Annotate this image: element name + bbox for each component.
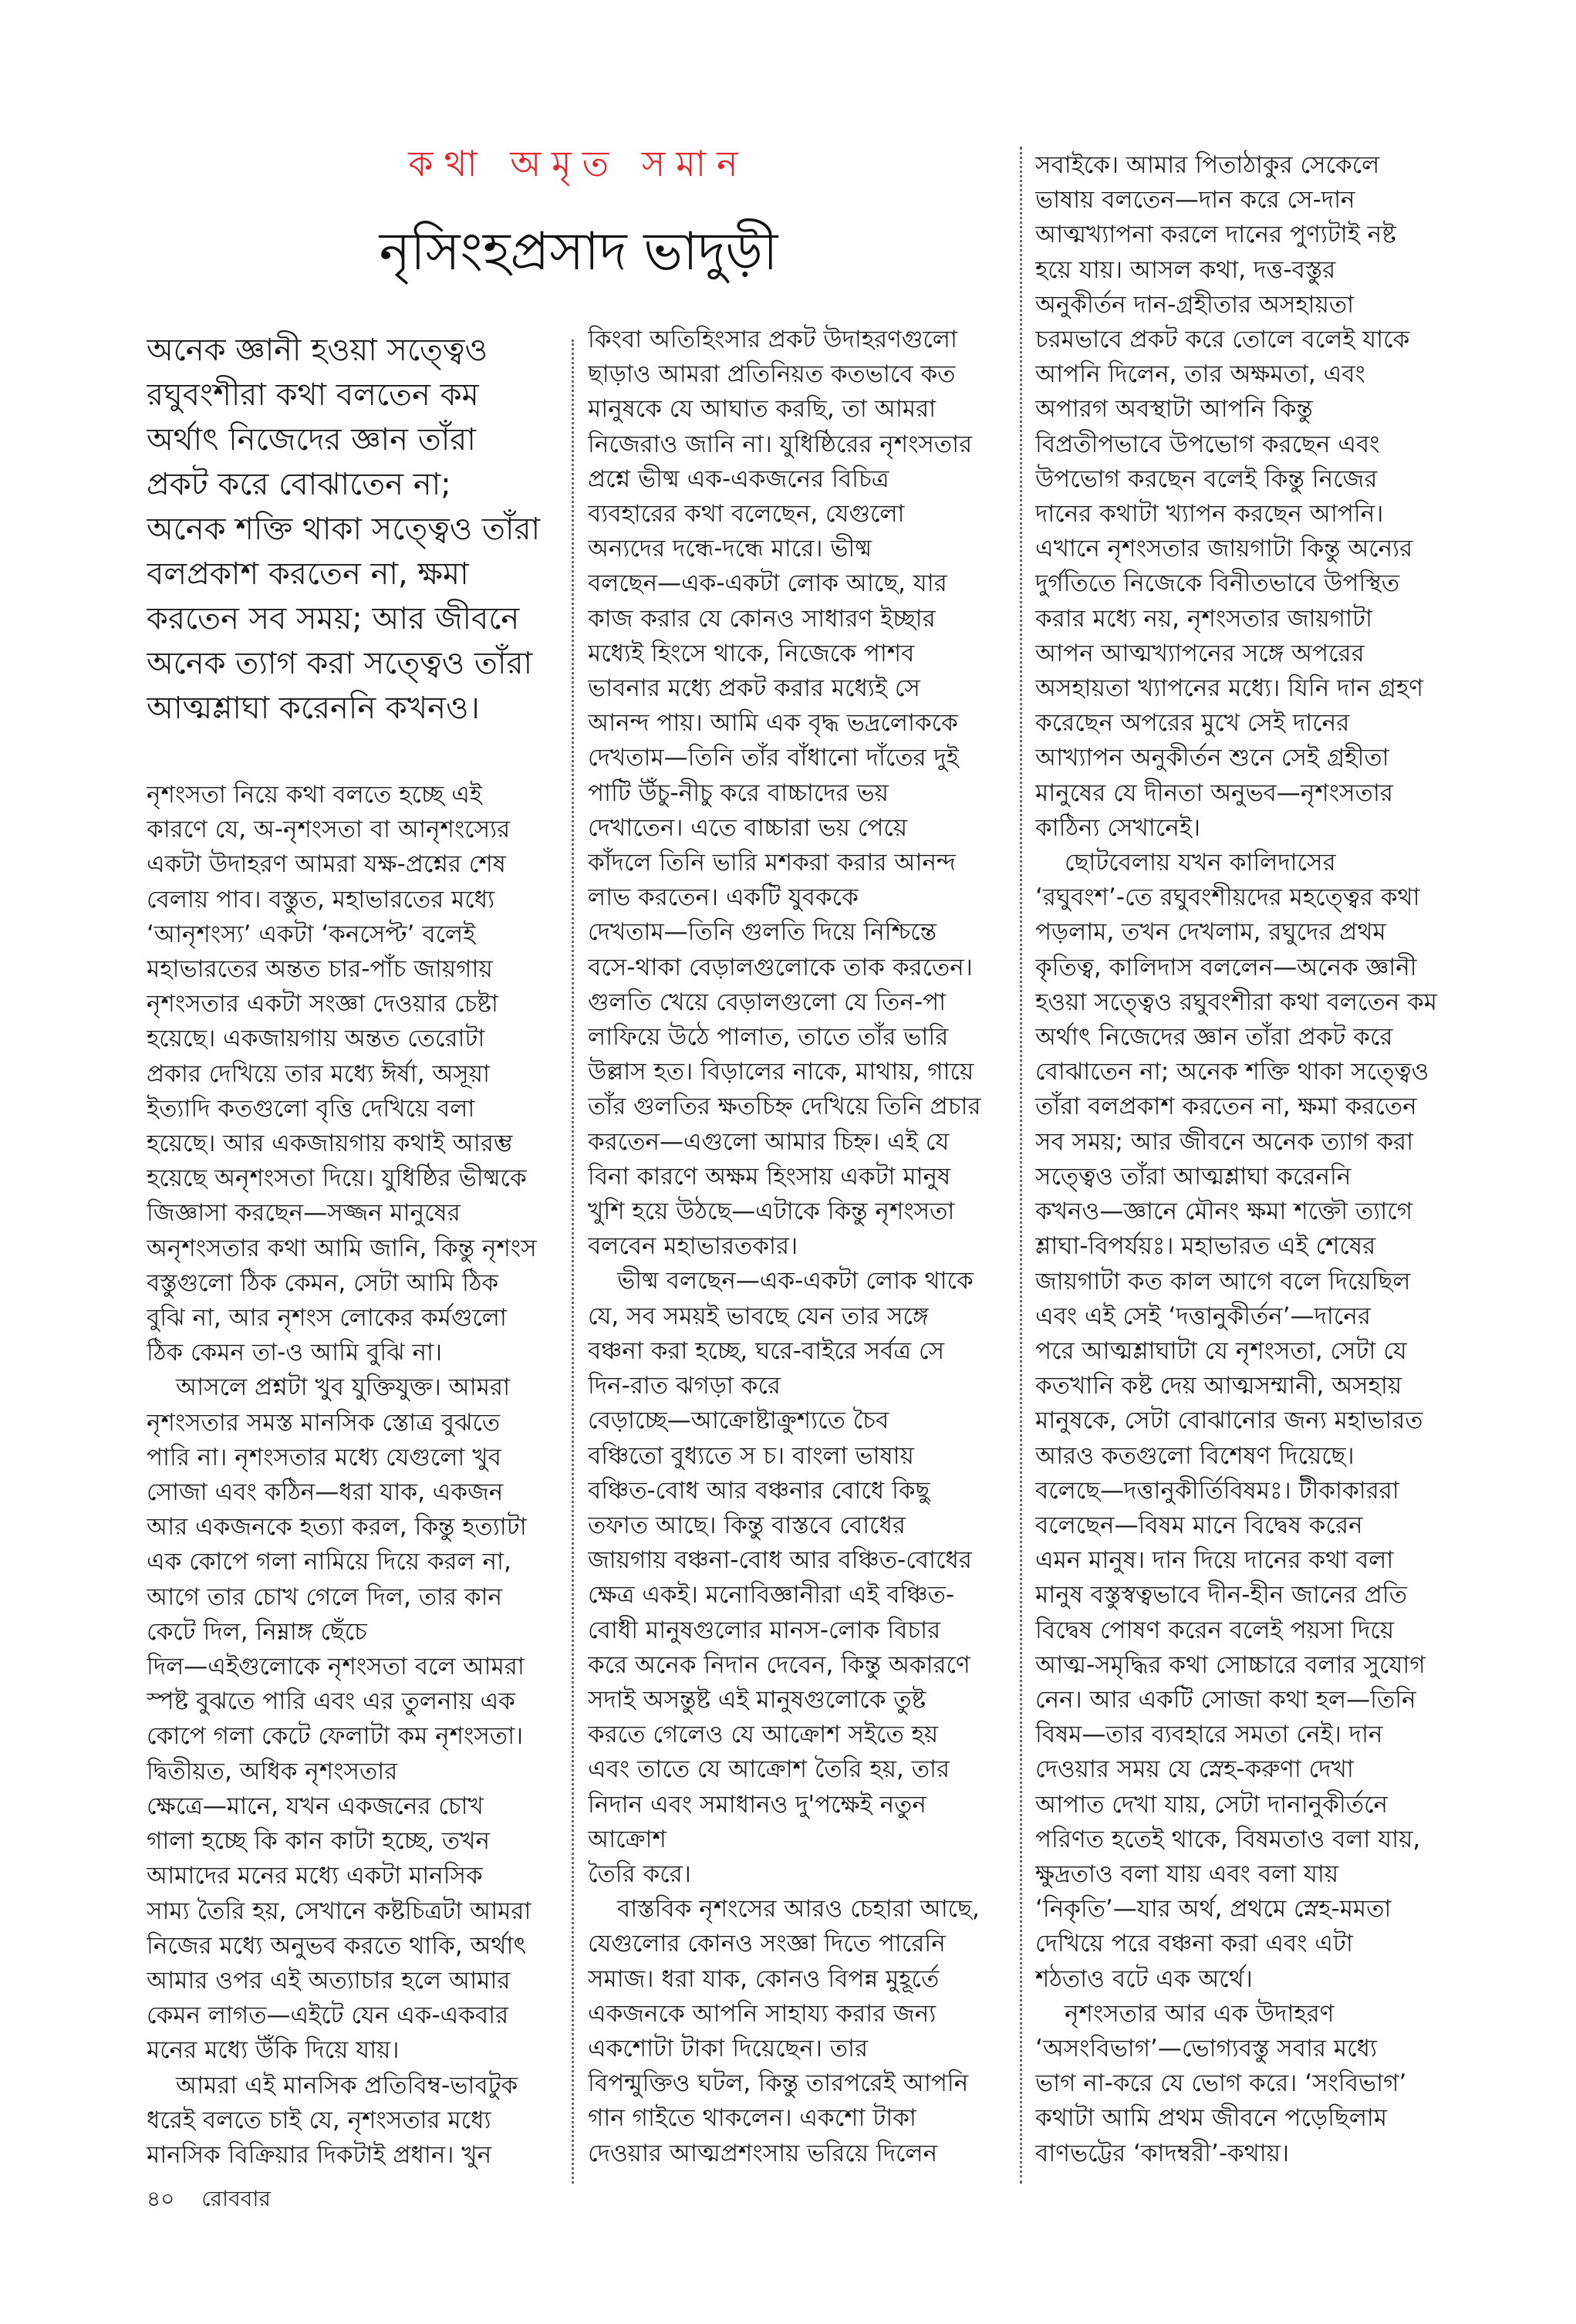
text-line: মধ্যেই হিংসে থাকে, নিজেকে পাশব <box>588 639 915 667</box>
paragraph <box>147 2069 555 2174</box>
text-line: আত্ম-সমৃদ্ধির কথা সোচ্চারে বলার সুযোগ <box>1035 1650 1426 1679</box>
text-line: জিজ্ঞাসা করছেন—সজ্জন মানুষের <box>147 1199 461 1228</box>
column-divider <box>1020 147 1022 2184</box>
text-line: নেন। আর একটি সোজা কথা হল—তিনি <box>1035 1685 1416 1714</box>
text-line: হয়েছে অনৃশংসতা দিয়ে। যুধিষ্ঠির ভীষ্মকে <box>147 1164 527 1193</box>
pull-quote-line: অনেক জ্ঞানী হওয়া সত্ত্বেও <box>147 333 488 368</box>
text-line: অপারগ অবস্থাটা আপনি কিন্তু <box>1035 395 1313 424</box>
pull-quote-line: রঘুবংশীরা কথা বলতেন কম <box>147 377 479 413</box>
text-line: তাঁর গুলতির ক্ষতচিহ্ন দেখিয়ে তিনি প্রচার <box>588 1093 981 1121</box>
text-line: কেটে দিল, নিম্নাঙ্গ ছেঁচে <box>147 1617 367 1646</box>
text-line: পাটি উঁচু-নীচু করে বাচ্চাদের ভয় <box>588 779 889 807</box>
text-line: উপভোগ করছেন বলেই কিন্তু নিজের <box>1035 464 1378 493</box>
text-line: বিষম—তার ব্যবহারে সমতা নেই। দান <box>1035 1721 1383 1749</box>
text-line: কাঠিন্য সেখানেই। <box>1035 813 1201 842</box>
text-line: এখানে নৃশংসতার জায়গাটা কিন্তু অন্যের <box>1035 535 1413 563</box>
text-line: নৃশংসতার সমস্ত মানসিক স্তোত্র বুঝতে <box>147 1408 501 1437</box>
pull-quote-line: আত্মশ্লাঘা করেননি কখনও। <box>147 691 480 726</box>
text-line: গালা হচ্ছে কি কান কাটা হচ্ছে, তখন <box>147 1827 490 1856</box>
page-footer <box>147 2185 291 2213</box>
paragraph <box>588 1264 989 1892</box>
article-column-2 <box>588 323 989 2171</box>
text-line: করতে গেলেও যে আক্রোশ সইতে হয় <box>588 1721 939 1749</box>
pull-quote-line: অনেক শক্তি থাকা সত্ত্বেও তাঁরা <box>147 512 541 547</box>
text-line: আক্রোশ <box>588 1825 667 1853</box>
paragraph <box>147 1370 555 2068</box>
text-line: বেলায় পাব। বস্তুত, মহাভারতের মধ্যে <box>147 885 495 914</box>
pull-quote-line: প্রকট করে বোঝাতেন না; <box>147 467 451 502</box>
text-line: সব সময়; আর জীবনে অনেক ত্যাগ করা <box>1035 1127 1414 1156</box>
text-line: মানুষকে যে আঘাত করছি, তা আমরা <box>588 395 936 424</box>
text-line: কখনও—জ্ঞানে মৌনং ক্ষমা শক্তৌ ত্যাগে <box>1035 1197 1413 1226</box>
text-line: আপনি দিলেন, তার অক্ষমতা, এবং <box>1035 360 1365 389</box>
text-line: দ্বিতীয়ত, অধিক নৃশংসতার <box>147 1757 398 1785</box>
text-line: আনন্দ পায়। আমি এক বৃদ্ধ ভদ্রলোককে <box>588 709 958 738</box>
text-line: তফাত আছে। কিন্তু বাস্তবে বোধের <box>588 1511 906 1539</box>
text-line: দিন-রাত ঝগড়া করে <box>588 1372 781 1400</box>
text-line: জায়গাটা কত কাল আগে বলে দিয়েছিল <box>1035 1267 1411 1295</box>
text-line: সবাইকে। আমার পিতাঠাকুর সেকেলে <box>1035 151 1380 179</box>
text-line: ছাড়াও আমরা প্রতিনিয়ত কতভাবে কত <box>588 360 956 389</box>
text-line: আখ্যাপন অনুকীর্তন শুনে সেই গ্রহীতা <box>1035 744 1389 772</box>
text-line: বাস্তবিক নৃশংসের আরও চেহারা আছে, <box>617 1895 980 1924</box>
text-line: আর একজনকে হত্যা করল, কিন্তু হত্যাটা <box>147 1513 527 1542</box>
text-line: তৈরি করে। <box>588 1860 691 1888</box>
text-line: আমার ওপর এই অত্যাচার হলে আমার <box>147 1966 511 1995</box>
text-line: সত্ত্বেও তাঁরা আত্মশ্লাঘা করেননি <box>1035 1162 1352 1191</box>
text-line: হওয়া সত্ত্বেও রঘুবংশীরা কথা বলতেন কম <box>1035 988 1437 1016</box>
column-divider <box>572 339 574 2184</box>
text-line: বুঝি না, আর নৃশংস লোকের কর্মগুলো <box>147 1304 507 1333</box>
text-line: আমরা এই মানসিক প্রতিবিম্ব-ভাবটুক <box>176 2071 518 2099</box>
text-line: বোঝাতেন না; অনেক শক্তি থাকা সত্ত্বেও <box>1035 1058 1429 1086</box>
text-line: সোজা এবং কঠিন—ধরা যাক, একজন <box>147 1478 504 1507</box>
text-line: একজনকে আপনি সাহায্য করার জন্য <box>588 1999 936 2028</box>
paragraph <box>1035 846 1444 1997</box>
text-line: খুশি হয়ে উঠছে—এটাকে কিন্তু নৃশংসতা <box>588 1197 955 1226</box>
article-column-3 <box>1035 148 1444 2171</box>
paragraph <box>1035 148 1444 846</box>
text-line: পারি না। নৃশংসতার মধ্যে যেগুলো খুব <box>147 1443 501 1471</box>
text-line: লাভ করতেন। একটি যুবককে <box>588 883 859 912</box>
text-line: বস্তুগুলো ঠিক কেমন, সেটা আমি ঠিক <box>147 1268 499 1297</box>
text-line: কতখানি কষ্ট দেয় আত্মসম্মানী, অসহায় <box>1035 1372 1402 1400</box>
text-line: স্পষ্ট বুঝতে পারি এবং এর তুলনায় এক <box>147 1687 515 1716</box>
text-line: এমন মানুষ। দান দিয়ে দানের কথা বলা <box>1035 1546 1394 1575</box>
text-line: ধরেই বলতে চাই যে, নৃশংসতার মধ্যে <box>147 2106 491 2134</box>
text-line: বঞ্চিতো বুধ্যতে স চ। বাংলা ভাষায় <box>588 1441 914 1470</box>
text-line: নৃশংসতা নিয়ে কথা বলতে হচ্ছে এই <box>147 781 482 809</box>
text-line: শ্লাঘা-বিপর্যয়ঃ। মহাভারত এই শেষের <box>1035 1232 1376 1261</box>
text-line: নিজেরাও জানি না। যুধিষ্ঠিরের নৃশংসতার <box>588 430 973 458</box>
text-line: মানুষের যে দীনতা অনুভব—নৃশংসতার <box>1035 779 1393 807</box>
text-line: বলছেন—এক-একটা লোক আছে, যার <box>588 569 947 598</box>
text-line: ক্ষুদ্রতাও বলা যায় এবং বলা যায় <box>1035 1860 1339 1888</box>
text-line: নৃশংসতার একটা সংজ্ঞা দেওয়ার চেষ্টা <box>147 990 498 1018</box>
text-line: করতেন—এগুলো আমার চিহ্ন। এই যে <box>588 1127 950 1156</box>
text-line: বসে-থাকা বেড়ালগুলোকে তাক করতেন। <box>588 953 973 981</box>
text-line: অর্থাৎ নিজেদের জ্ঞান তাঁরা প্রকট করে <box>1035 1023 1393 1052</box>
text-line: নৃশংসতার আর এক উদাহরণ <box>1065 1999 1335 2028</box>
text-line: পরিণত হতেই থাকে, বিষমতাও বলা যায়, <box>1035 1825 1421 1853</box>
text-line: ক্ষেত্রে—মানে, যখন একজনের চোখ <box>147 1792 484 1820</box>
text-line: উল্লাস হত। বিড়ালের নাকে, মাথায়, গায়ে <box>588 1058 974 1086</box>
text-line: আসলে প্রশ্নটা খুব যুক্তিযুক্ত। আমরা <box>176 1373 511 1402</box>
text-line: বিপন্মুক্তিও ঘটল, কিন্তু তারপরেই আপনি <box>588 2069 969 2098</box>
pull-quote-line: অনেক ত্যাগ করা সত্ত্বেও তাঁরা <box>147 646 533 681</box>
text-line: গুলতি খেয়ে বেড়ালগুলো যে তিন-পা <box>588 988 947 1016</box>
text-line: দেখাতেন। এতে বাচ্চারা ভয় পেয়ে <box>588 813 908 842</box>
text-line: ‘নিকৃতি’—যার অর্থ, প্রথমে স্নেহ-মমতা <box>1035 1895 1392 1924</box>
text-line: ইত্যাদি কতগুলো বৃত্তি দেখিয়ে বলা <box>147 1094 475 1123</box>
text-line: বিনা কারণে অক্ষম হিংসায় একটা মানুষ <box>588 1162 951 1191</box>
text-line: কথাটা আমি প্রথম জীবনে পড়েছিলাম <box>1035 2104 1388 2133</box>
text-line: অন্যদের দন্ধে-দন্ধে মারে। ভীষ্ম <box>588 535 872 563</box>
text-line: কাজ করার যে কোনও সাধারণ ইচ্ছার <box>588 604 936 633</box>
text-line: হয়ে যায়। আসল কথা, দত্ত-বস্তুর <box>1035 255 1336 284</box>
text-line: ক্ষেত্র একই। মনোবিজ্ঞানীরা এই বঞ্চিত- <box>588 1581 955 1610</box>
text-line: দেওয়ার সময় যে স্নেহ-করুণা দেখা <box>1035 1755 1354 1784</box>
text-line: ভাষায় বলতেন—দান করে সে-দান <box>1035 186 1355 214</box>
text-line: আপাত দেখা যায়, সেটা দানানুকীর্তনে <box>1035 1790 1389 1819</box>
text-line: দেওয়ার আত্মপ্রশংসায় ভরিয়ে দিলেন <box>588 2139 938 2167</box>
text-line: বেড়াচ্ছে—আক্রোষ্টাক্রুশ্যতে চৈব <box>588 1407 889 1435</box>
text-line: করেছেন অপরের মুখে সেই দানের <box>1035 709 1350 738</box>
text-line: হয়েছে। আর একজায়গায় কথাই আরম্ভ <box>147 1130 513 1158</box>
text-line: অনৃশংসতার কথা আমি জানি, কিন্তু নৃশংস <box>147 1234 537 1262</box>
text-line: দেখিয়ে পরে বঞ্চনা করা এবং এটা <box>1035 1930 1353 1958</box>
text-line: পরে আত্মশ্লাঘাটা যে নৃশংসতা, সেটা যে <box>1035 1336 1407 1365</box>
text-line: এবং তাতে যে আক্রোশ তৈরি হয়, তার <box>588 1755 950 1784</box>
magazine-name: রোববার <box>201 2186 271 2211</box>
page-number: ৪০ <box>147 2186 175 2211</box>
pull-quote <box>147 328 548 731</box>
text-line: কাঁদলে তিনি ভারি মশকরা করার আনন্দ <box>588 849 956 877</box>
pull-quote-line: বলপ্রকাশ করতেন না, ক্ষমা <box>147 556 469 592</box>
paragraph <box>147 778 555 1370</box>
text-line: বোধী মানুষগুলোর মানস-লোক বিচার <box>588 1616 941 1644</box>
text-line: এক কোপে গলা নামিয়ে দিয়ে করল না, <box>147 1548 511 1576</box>
text-line: মহাভারতের অন্তত চার-পাঁচ জায়গায় <box>147 955 493 984</box>
text-line: কোপে গলা কেটে ফেলাটা কম নৃশংসতা। <box>147 1722 524 1751</box>
text-line: বলেছে—দত্তানুকীর্তিবিষমঃ। টীকাকাররা <box>1035 1476 1399 1505</box>
text-line: ভাবনার মধ্যে প্রকট করার মধ্যেই সে <box>588 674 920 703</box>
pull-quote-line: অর্থাৎ নিজেদের জ্ঞান তাঁরা <box>147 422 476 458</box>
text-line: মানুষকে, সেটা বোঝানোর জন্য মহাভারত <box>1035 1407 1423 1435</box>
text-line: দিল—এইগুলোকে নৃশংসতা বলে আমরা <box>147 1653 525 1681</box>
text-line: দানের কথাটা খ্যাপন করছেন আপনি। <box>1035 500 1384 529</box>
text-line: অনুকীর্তন দান-গ্রহীতার অসহায়তা <box>1035 290 1355 319</box>
text-line: কারণে যে, অ-নৃশংসতা বা আনৃশংস্যের <box>147 816 511 844</box>
text-line: আমাদের মনের মধ্যে একটা মানসিক <box>147 1862 483 1890</box>
text-line: একটা উদাহরণ আমরা যক্ষ-প্রশ্নের শেষ <box>147 850 506 879</box>
text-line: ব্যবহারের কথা বলেছেন, যেগুলো <box>588 500 905 529</box>
text-line: দেখতাম—তিনি তাঁর বাঁধানো দাঁতের দুই <box>588 744 959 772</box>
text-line: আপন আত্মখ্যাপনের সঙ্গে অপরের <box>1035 639 1365 667</box>
text-line: ভাগ না-করে যে ভোগ করে। ‘সংবিভাগ’ <box>1035 2069 1407 2098</box>
text-line: পড়লাম, তখন দেখলাম, রঘুদের প্রথম <box>1035 918 1386 947</box>
text-line: অসহায়তা খ্যাপনের মধ্যে। যিনি দান গ্রহণ <box>1035 674 1424 703</box>
text-line: বলবেন মহাভারতকার। <box>588 1232 798 1261</box>
text-line: কেমন লাগত—এইটে যেন এক-একবার <box>147 2001 509 2030</box>
text-line: চরমভাবে প্রকট করে তোলে বলেই যাকে <box>1035 326 1410 354</box>
author-name: নৃসিংহপ্রসাদ ভাদুড়ী <box>379 221 778 282</box>
text-line: কিংবা অতিহিংসার প্রকট উদাহরণগুলো <box>588 326 957 353</box>
text-line: করার মধ্যে নয়, নৃশংসতার জায়গাটা <box>1035 604 1372 633</box>
text-line: নিজের মধ্যে অনুভব করতে থাকি, অর্থাৎ <box>147 1931 527 1960</box>
text-line: বাণভট্টের ‘কাদম্বরী’-কথায়। <box>1035 2139 1290 2167</box>
text-line: দেখতাম—তিনি গুলতি দিয়ে নিশ্চিন্তে <box>588 918 936 947</box>
text-line: মানসিক বিক্রিয়ার দিকটাই প্রধান। খুন <box>147 2140 492 2169</box>
text-line: লাফিয়ে উঠে পালাত, তাতে তাঁর ভারি <box>588 1023 949 1052</box>
text-line: কৃতিত্ব, কালিদাস বললেন—অনেক জ্ঞানী <box>1035 953 1417 981</box>
text-line: দুর্গতিতে নিজেকে বিনীতভাবে উপস্থিত <box>1035 569 1400 598</box>
text-line: শঠতাও বটে এক অর্থে। <box>1035 1964 1253 1993</box>
text-line: আত্মখ্যাপনা করলে দানের পুণ্যটাই নষ্ট <box>1035 221 1396 249</box>
article-column-1 <box>147 778 555 2173</box>
text-line: জায়গায় বঞ্চনা-বোধ আর বঞ্চিত-বোধের <box>588 1546 972 1575</box>
text-line: ‘আনৃশংস্য’ একটা ‘কনসেপ্ট’ বলেই <box>147 920 476 948</box>
paragraph <box>588 1892 989 2171</box>
text-line: প্রশ্নে ভীষ্ম এক-একজনের বিচিত্র <box>588 464 889 493</box>
text-line: একশোটা টাকা দিয়েছেন। তার <box>588 2034 869 2062</box>
text-line: যে, সব সময়ই ভাবছে যেন তার সঙ্গে <box>588 1302 929 1330</box>
text-line: বলেছেন—বিষম মানে বিদ্বেষ করেন <box>1035 1511 1363 1539</box>
text-line: সমাজ। ধরা যাক, কোনও বিপন্ন মুহূর্তে <box>588 1964 940 1993</box>
text-line: বিপ্রতীপভাবে উপভোগ করছেন এবং <box>1035 430 1380 458</box>
text-line: যেগুলোর কোনও সংজ্ঞা দিতে পারেনি <box>588 1930 946 1958</box>
text-line: আরও কতগুলো বিশেষণ দিয়েছে। <box>1035 1441 1355 1470</box>
text-line: বিদ্বেষ পোষণ করেন বলেই পয়সা দিয়ে <box>1035 1616 1395 1644</box>
text-line: তাঁরা বলপ্রকাশ করতেন না, ক্ষমা করতেন <box>1035 1093 1417 1121</box>
text-line: সদাই অসন্তুষ্ট এই মানুষগুলোকে তুষ্ট <box>588 1685 926 1714</box>
text-line: সাম্য তৈরি হয়, সেখানে কষ্টচিত্রটা আমরা <box>147 1897 532 1925</box>
text-line: প্রকার দেখিয়ে তার মধ্যে ঈর্ষা, অসূয়া <box>147 1059 491 1088</box>
pull-quote-line: করতেন সব সময়; আর জীবনে <box>147 601 520 637</box>
text-line: করে অনেক নিদান দেবেন, কিন্তু অকারণে <box>588 1650 970 1679</box>
text-line: মানুষ বস্তুস্বত্বভাবে দীন-হীন জানের প্রতি <box>1035 1581 1407 1610</box>
text-line: ছোটবেলায় যখন কালিদাসের <box>1065 849 1336 877</box>
text-line: আগে তার চোখ গেলে দিল, তার কান <box>147 1583 503 1611</box>
text-line: বঞ্চনা করা হচ্ছে, ঘরে-বাইরে সর্বত্র সে <box>588 1336 945 1365</box>
text-line: হয়েছে। একজায়গায় অন্তত তেরোটা <box>147 1025 485 1053</box>
text-line: বঞ্চিত-বোধ আর বঞ্চনার বোধে কিছু <box>588 1476 930 1505</box>
text-line: ‘অসংবিভাগ’—ভোগ্যবস্তু সবার মধ্যে <box>1035 2034 1377 2062</box>
paragraph <box>588 323 989 1264</box>
series-title: কথা অমৃত সমান <box>408 143 749 184</box>
text-line: নিদান এবং সমাধানও দু'পক্ষেই নতুন <box>588 1790 926 1819</box>
text-line: ঠিক কেমন তা-ও আমি বুঝি না। <box>147 1339 443 1367</box>
text-line: ‘রঘুবংশ’-তে রঘুবংশীয়দের মহত্ত্বের কথা <box>1035 883 1420 912</box>
text-line: এবং এই সেই ‘দত্তানুকীর্তন’—দানের <box>1035 1302 1371 1330</box>
paragraph <box>1035 1997 1444 2171</box>
text-line: গান গাইতে থাকলেন। একশো টাকা <box>588 2104 916 2133</box>
text-line: মনের মধ্যে উঁকি দিয়ে যায়। <box>147 2036 400 2065</box>
text-line: ভীষ্ম বলছেন—এক-একটা লোক থাকে <box>617 1267 974 1295</box>
